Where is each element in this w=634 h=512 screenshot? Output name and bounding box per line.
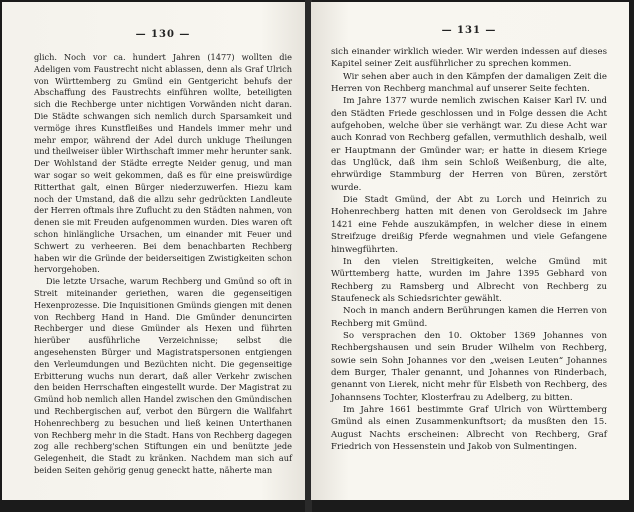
page-number: — 130 —	[135, 29, 191, 40]
left-page	[2, 2, 306, 500]
paragraph: glich. Noch vor ca. hundert Jahren (1477) wollten die Adeligen vom Faustrecht nicht ablassen, denn als Graf Ulrich von Württemberg zu Gmünd ein Gentgericht behufs der Abschaffung des Faustrechts einführen wollte, beteiligten sich die Rechberge unter nichtigen Vorwänden nicht daran. Die Städte schwangen sich nemlich durch Sparsamkeit und vermöge ihres Kunstfleißes und Handels immer mehr und mehr empor, während der Adel durch unkluge Theilungen und theilweiser übler Wirthschaft immer mehr herunter sank. Der Wohlstand der Städte erregte Neider genug, und man war sogar so weit gekommen, daß es für eine preiswürdige Ritterthat galt, einen Bürger niederzuwerfen. Hiezu kam noch der Umstand, daß die allzu sehr gedrückten Landleute der Herren oftmals ihre Zuflucht zu den Städten nahmen, von denen sie mit Freuden aufgenommen wurden. Dies waren oft schon hinlängliche Ursachen, um einander mit Feuer und Schwert zu verheeren. Bei dem benachbarten Rechberg haben wir die Gründe der beiderseitigen Zwistigkeiten schon hervorgehoben.	[34, 52, 292, 275]
paragraph: Im Jahre 1661 bestimmte Graf Ulrich von Württemberg Gmünd als einen Zusammenkunftsort; da musßten den 15. August Nachts erscheinen: Albrecht von Rechberg, Graf Friedrich von Hessenstein und Jakob von Sulmentingen.	[331, 404, 607, 452]
paragraph: Noch in manch andern Berührungen kamen die Herren von Rechberg mit Gmünd.	[331, 306, 607, 329]
paragraph: So versprachen den 10. Oktober 1369 Johannes von Rechbergshausen und sein Bruder Wilhelm von Rechberg, sowie sein Sohn Johannes vor den „weisen Leuten“ Johannes dem Burger, Thaler genannt, und Johannes von Rinderbach, genannt von Lierek, nicht mehr für Elsbeth von Rechberg, des Johannsens Tochter, Klosterfrau zu Adelberg, zu bitten.	[331, 330, 607, 403]
paragraph: Im Jahre 1377 wurde nemlich zwischen Kaiser Karl IV. und den Städten Friede geschlossen und in Folge dessen die Acht aufgehoben, welche über sie verhängt war. Zu diese Acht war auch Konrad von Rechberg gefallen, vermuthlich deshalb, weil er Hauptmann der Gmünder war; er hatte in diesem Kriege das Unglück, daß ihm sein Schloß Weißenburg, die alte, ehrwürdige Stammburg der Herren von Büren, zerstört wurde.	[331, 96, 607, 193]
paragraph: In den vielen Streitigkeiten, welche Gmünd mit Württemberg hatte, wurden im Jahre 1395 Gebhard von Rechberg zu Ramsberg und Albrecht von Rechberg zu Staufeneck als Schiedsrichter gewählt.	[331, 256, 607, 304]
right-page	[311, 2, 629, 500]
page-number: — 131 —	[441, 25, 497, 36]
paragraph: Die letzte Ursache, warum Rechberg und Gmünd so oft in Streit miteinander geriethen, waren die gegenseitigen Hexenprozesse. Die Inquisitionen Gmünds giengen mit denen von Rechberg Hand in Hand. Die Gmünder denuncirten Rechberger und diese Gmünder als Hexen und führten hierüber ausführliche Verzeichnisse; selbst die angesehensten Bürger und Magistratspersonen entgiengen den Verleumdungen und Bezüchten nicht. Die gegenseitige Erbitterung wuchs nun derart, daß aller Verkehr zwischen den beiden Herrschaften eingestellt wurde. Der Magistrat zu Gmünd hob nemlich allen Handel zwischen den Gmündischen und Rechbergischen auf, verbot den Bürgern die Wallfahrt Hohenrechberg zu besuchen und ließ keinen Unterthanen von Rechberg mehr in die Stadt. Hans von Rechberg dagegen zog alle rechberg'schen Stiftungen ein und benützte jede Gelegenheit, die Stadt zu kränken. Nachdem man sich auf beiden Seiten gehörig genug geneckt hatte, näherte man	[34, 276, 292, 475]
page-text	[331, 46, 607, 453]
paragraph: Wir sehen aber auch in den Kämpfen der damaligen Zeit die Herren von Rechberg manchmal auf unserer Seite fechten.	[331, 71, 607, 95]
paragraph: Die Stadt Gmünd, der Abt zu Lorch und Heinrich zu Hohenrechberg hatten mit denen von Geroldseck im Jahre 1421 eine Fehde auszukämpfen, in welcher diese in einem Streifzuge dreißig Pferde wegnahmen und viele Gefangene hinwegführten.	[331, 195, 607, 255]
paragraph: sich einander wirklich wieder. Wir werden indessen auf dieses Kapitel seiner Zeit ausführlicher zu sprechen kommen.	[331, 47, 607, 70]
page-text	[34, 52, 292, 477]
